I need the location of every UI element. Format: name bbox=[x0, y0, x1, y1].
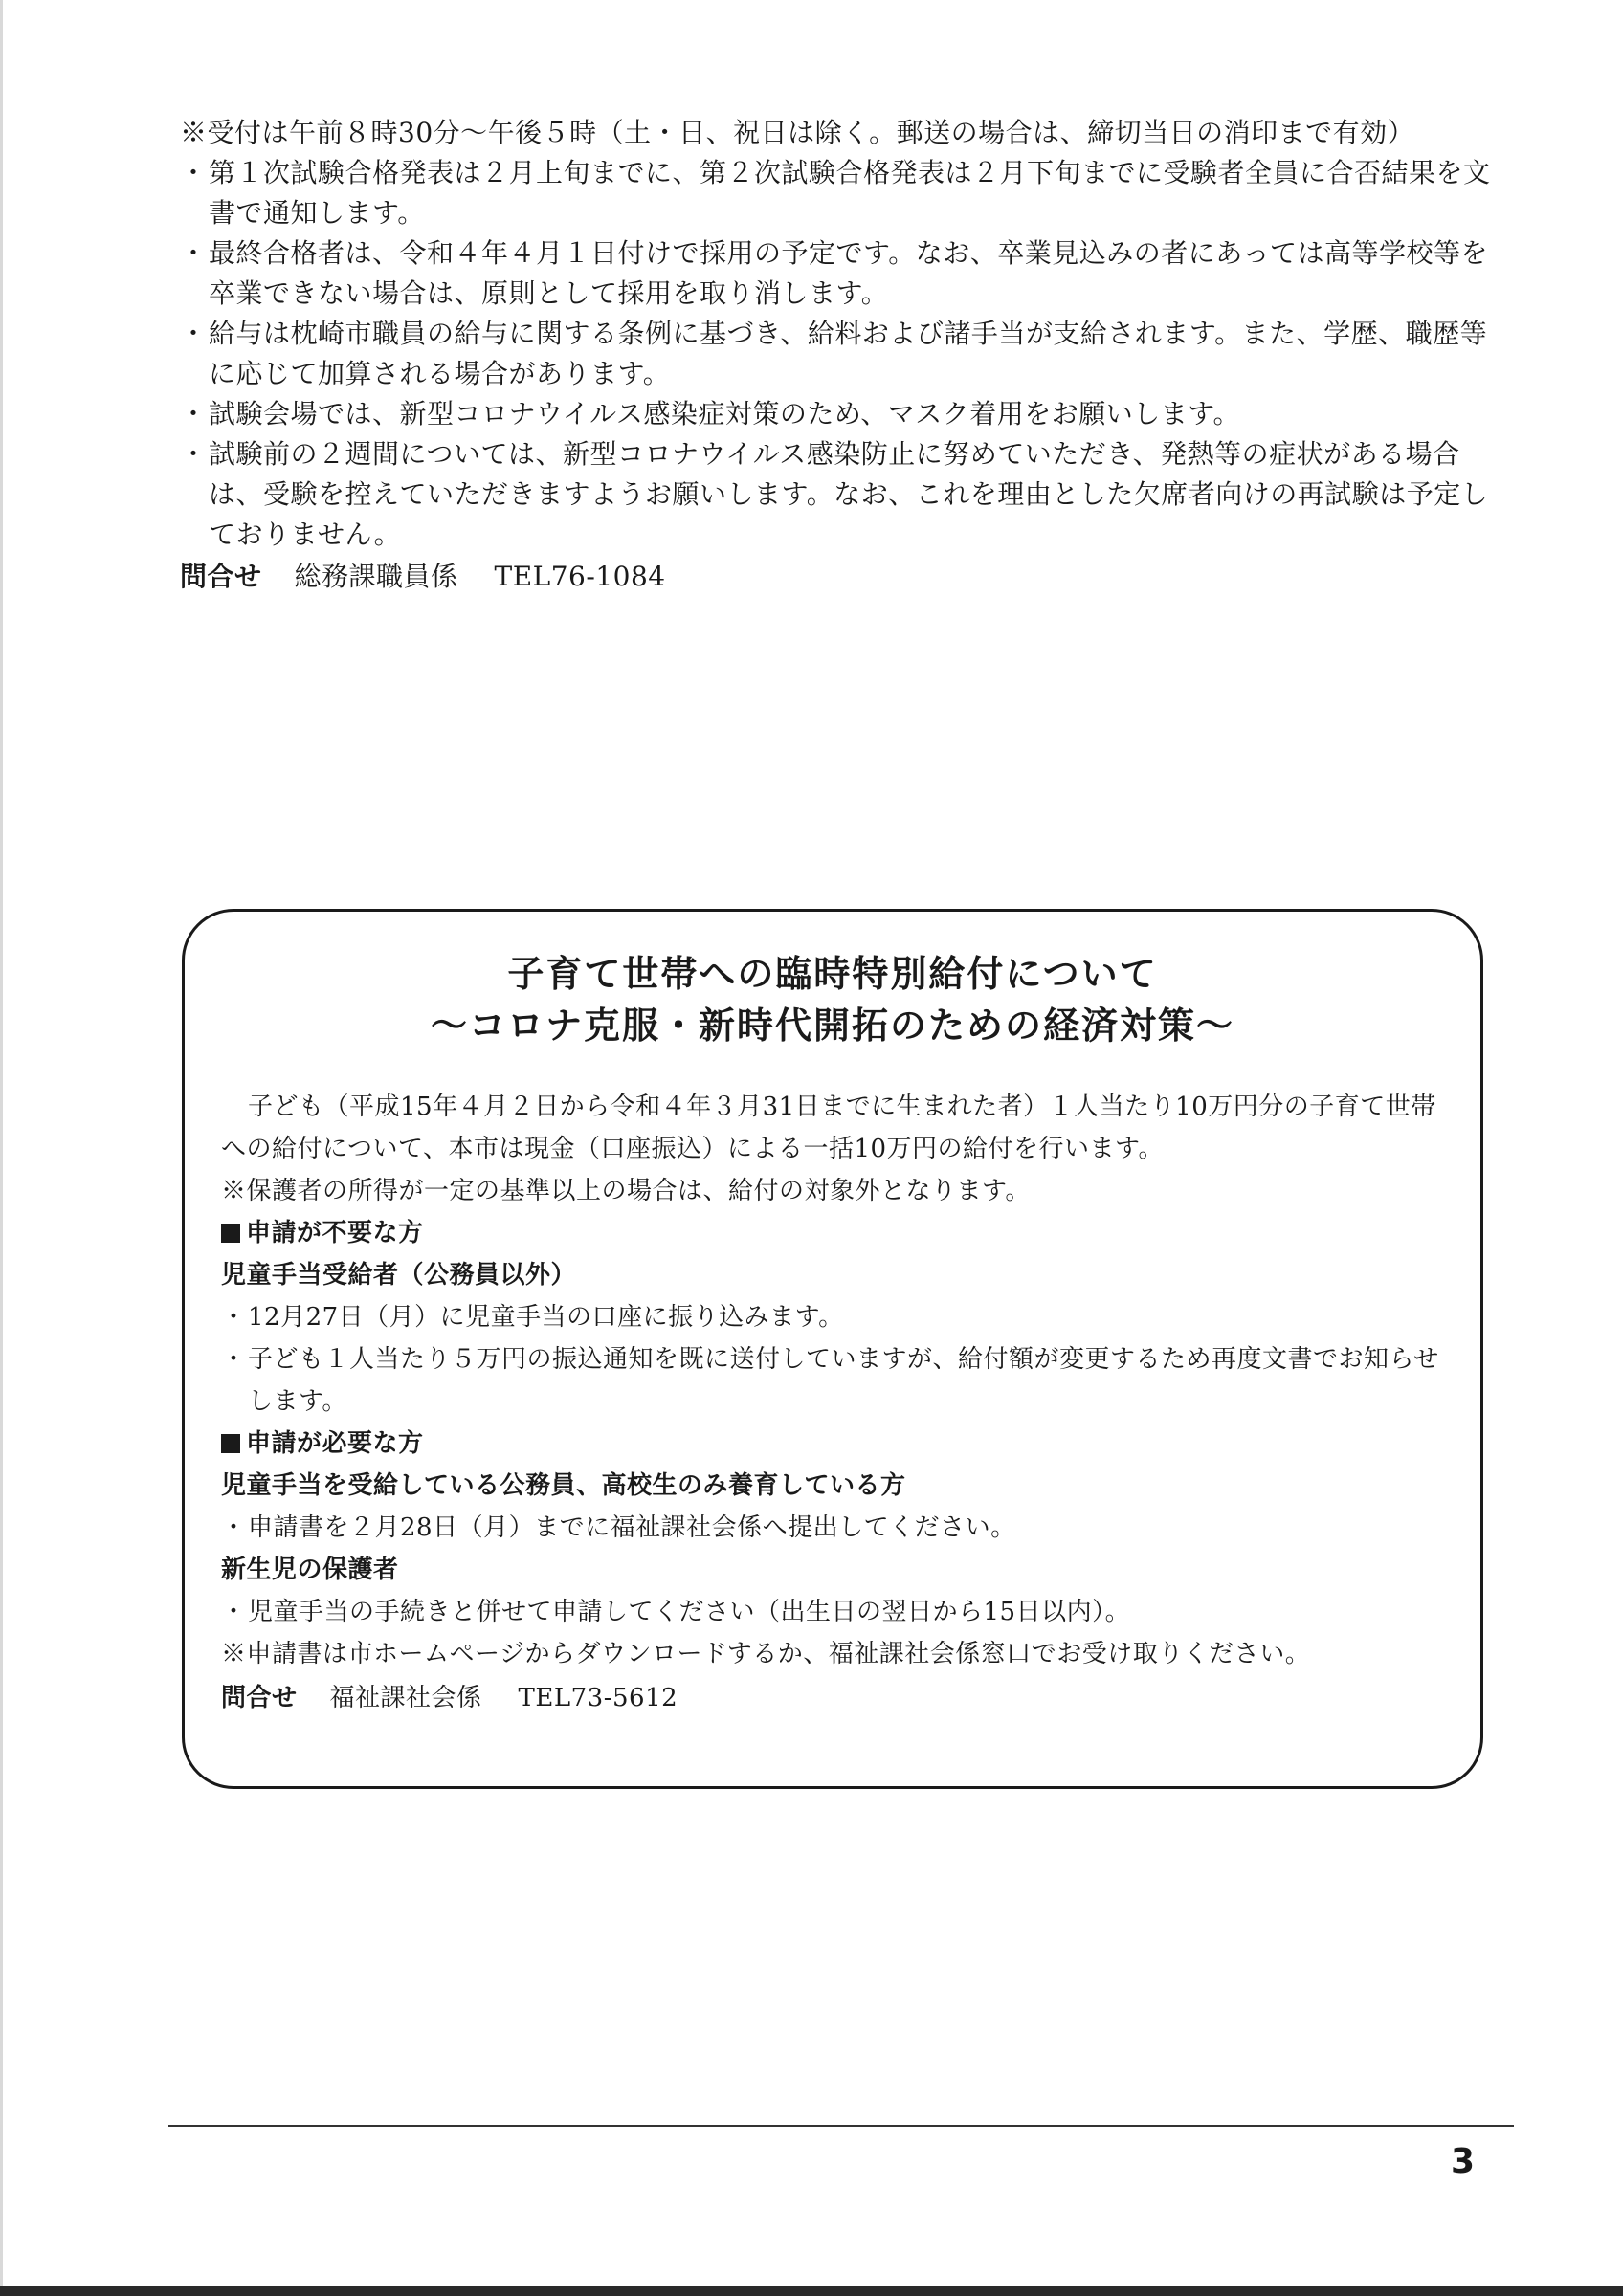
section-heading-text: 申請が不要な方 bbox=[246, 1219, 424, 1247]
section-heading bbox=[221, 1212, 1452, 1254]
section-subheading: 児童手当受給者（公務員以外） bbox=[221, 1261, 577, 1290]
section-heading bbox=[221, 1423, 1452, 1465]
contact-phone: TEL73-5612 bbox=[518, 1684, 678, 1712]
contact-label: 問合せ bbox=[221, 1684, 298, 1712]
section-subheading: 新生児の保護者 bbox=[221, 1556, 399, 1584]
bullet-mark: ・ bbox=[180, 157, 208, 188]
bullet-mark: ・ bbox=[221, 1303, 247, 1332]
contact-department: 総務課職員係 bbox=[294, 561, 458, 592]
bullet-text: 申請書を２月28日（月）までに福祉課社会係へ提出してください。 bbox=[248, 1513, 1016, 1542]
bullet-text: 子ども１人当たり５万円の振込通知を既に送付していますが、給付額が変更するため再度文書でお知らせします。 bbox=[248, 1345, 1439, 1416]
benefit-notice-box bbox=[182, 909, 1483, 1789]
section-heading-text: 申請が必要な方 bbox=[246, 1429, 424, 1458]
bullet-text: 試験前の２週間については、新型コロナウイルス感染防止に努めていただき、発熱等の症状がある場合は、受験を控えていただきますようお願いします。なお、これを理由とした欠席者向けの再試験は予定しておりません。 bbox=[209, 438, 1489, 550]
bullet-mark: ・ bbox=[221, 1345, 247, 1374]
list-item bbox=[221, 1507, 1452, 1549]
contact-info bbox=[180, 557, 1501, 597]
notice-body bbox=[221, 1086, 1452, 1719]
bullet-mark: ・ bbox=[180, 438, 208, 470]
contact-info bbox=[221, 1677, 1452, 1719]
footer-divider bbox=[168, 2125, 1514, 2127]
bullet-text: 第１次試験合格発表は２月上旬までに、第２次試験合格発表は２月下旬までに受験者全員に合否結果を文書で通知します。 bbox=[209, 157, 1491, 229]
bullet-text: 12月27日（月）に児童手当の口座に振り込みます。 bbox=[248, 1303, 844, 1332]
bullet-mark: ・ bbox=[221, 1598, 247, 1626]
reception-hours-note: ※受付は午前８時30分～午後５時（土・日、祝日は除く。郵送の場合は、締切当日の消印まで有効） bbox=[180, 117, 1415, 148]
list-item bbox=[180, 233, 1501, 314]
bullet-text: 試験会場では、新型コロナウイルス感染症対策のため、マスク着用をお願いします。 bbox=[209, 398, 1240, 430]
bullet-mark: ・ bbox=[180, 318, 208, 349]
bullet-text: 給与は枕崎市職員の給与に関する条例に基づき、給料および諸手当が支給されます。また、学歴、職歴等に応じて加算される場合があります。 bbox=[209, 318, 1488, 389]
list-item bbox=[221, 1296, 1452, 1338]
section-subheading: 児童手当を受給している公務員、高校生のみ養育している方 bbox=[221, 1471, 906, 1500]
bullet-mark: ・ bbox=[221, 1513, 247, 1542]
list-item bbox=[180, 314, 1501, 394]
square-bullet-icon bbox=[221, 1224, 240, 1243]
list-item bbox=[180, 434, 1501, 555]
list-item bbox=[180, 153, 1501, 233]
notice-intro: 子ども（平成15年４月２日から令和４年３月31日までに生まれた者）１人当たり10万円分の子育て世帯への給付について、本市は現金（口座振込）による一括10万円の給付を行います。 bbox=[221, 1093, 1436, 1163]
notice-title bbox=[185, 948, 1480, 1051]
notice-subtitle-line: ～コロナ克服・新時代開拓のための経済対策～ bbox=[430, 1004, 1234, 1047]
list-item bbox=[221, 1338, 1452, 1423]
page-edge bbox=[0, 0, 3, 2296]
contact-label: 問合せ bbox=[180, 561, 262, 592]
contact-phone: TEL76-1084 bbox=[494, 561, 666, 592]
page-number: 3 bbox=[1451, 2142, 1476, 2181]
application-form-note: ※申請書は市ホームページからダウンロードするか、福祉課社会係窓口でお受け取りください。 bbox=[221, 1640, 1311, 1668]
page-edge bbox=[0, 2286, 1623, 2296]
list-item bbox=[180, 394, 1501, 434]
list-item bbox=[221, 1591, 1452, 1633]
bullet-mark: ・ bbox=[180, 237, 208, 269]
square-bullet-icon bbox=[221, 1434, 240, 1453]
notice-intro-note: ※保護者の所得が一定の基準以上の場合は、給付の対象外となります。 bbox=[221, 1177, 1031, 1205]
notice-title-line: 子育て世帯への臨時特別給付について bbox=[507, 953, 1158, 995]
bullet-mark: ・ bbox=[180, 398, 208, 430]
bullet-text: 最終合格者は、令和４年４月１日付けで採用の予定です。なお、卒業見込みの者にあっては高等学校等を卒業できない場合は、原則として採用を取り消します。 bbox=[209, 237, 1488, 309]
contact-department: 福祉課社会係 bbox=[329, 1684, 482, 1712]
recruitment-notes bbox=[180, 113, 1501, 597]
bullet-text: 児童手当の手続きと併せて申請してください（出生日の翌日から15日以内）。 bbox=[248, 1598, 1131, 1626]
